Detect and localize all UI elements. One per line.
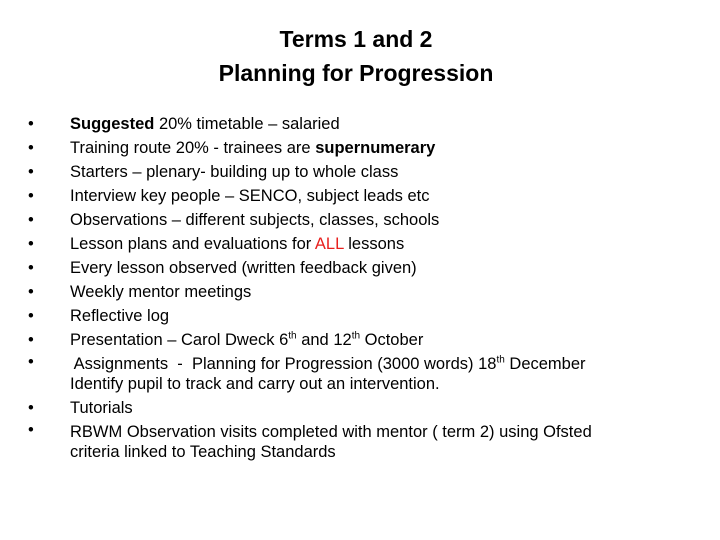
list-item — [28, 396, 688, 420]
item-superscript: th — [288, 330, 297, 342]
item-text: Reflective log — [70, 307, 170, 325]
item-text: Training route 20% - trainees are — [70, 139, 316, 157]
bullet-icon: • — [28, 421, 34, 439]
bullet-icon: • — [28, 235, 34, 253]
item-text-line-2: criteria linked to Teaching Standards — [70, 443, 336, 461]
bullet-icon: • — [28, 139, 34, 157]
item-text: Observations – different subjects, classes, schools — [70, 211, 440, 229]
item-text: December — [504, 355, 586, 373]
item-text: Starters – plenary- building up to whole class — [70, 163, 399, 181]
list-item — [28, 304, 688, 328]
bullet-icon: • — [28, 163, 34, 181]
item-text: RBWM Observation visits completed with mentor ( term 2) using Ofsted — [70, 423, 592, 441]
bullet-icon: • — [28, 259, 34, 277]
item-text: Tutorials — [70, 399, 133, 417]
item-bold-text: Suggested — [70, 115, 155, 133]
list-item — [28, 256, 688, 280]
bullet-icon: • — [28, 211, 34, 229]
bullet-icon: • — [28, 115, 34, 133]
item-superscript: th — [496, 354, 505, 366]
item-text: and 12 — [296, 331, 352, 349]
item-text: Lesson plans and evaluations for — [70, 235, 315, 253]
item-red-emphasis: ALL — [314, 235, 344, 253]
bullet-icon: • — [28, 187, 34, 205]
item-text-line-2: Identify pupil to track and carry out an intervention. — [70, 375, 440, 393]
bullet-icon: • — [28, 331, 34, 349]
bullet-icon: • — [28, 353, 34, 371]
list-item — [28, 184, 688, 208]
list-item — [28, 352, 688, 396]
bullet-icon: • — [28, 399, 34, 417]
title-line-1: Terms 1 and 2 — [279, 26, 433, 52]
list-item — [28, 136, 688, 160]
list-item — [28, 232, 688, 256]
item-superscript: th — [351, 330, 361, 342]
list-item — [28, 112, 688, 136]
item-text: lessons — [343, 235, 405, 253]
bullet-icon: • — [28, 283, 34, 301]
slide-title — [0, 22, 712, 90]
item-text: October — [360, 331, 424, 349]
list-item — [28, 420, 688, 464]
title-line-2: Planning for Progression — [218, 60, 494, 86]
item-text: Every lesson observed (written feedback given) — [70, 259, 417, 277]
item-text: Weekly mentor meetings — [70, 283, 252, 301]
list-item — [28, 208, 688, 232]
bullet-list — [28, 112, 688, 464]
item-bold-text: supernumerary — [315, 139, 436, 157]
item-text: Presentation – Carol Dweck 6 — [70, 331, 289, 349]
list-item — [28, 280, 688, 304]
list-item — [28, 160, 688, 184]
item-text: Interview key people – SENCO, subject leads etc — [70, 187, 430, 205]
item-text: 20% timetable – salaried — [154, 115, 340, 133]
list-item — [28, 328, 688, 352]
item-text: Assignments - Planning for Progression (3000 words) 18 — [70, 355, 497, 373]
bullet-icon: • — [28, 307, 34, 325]
